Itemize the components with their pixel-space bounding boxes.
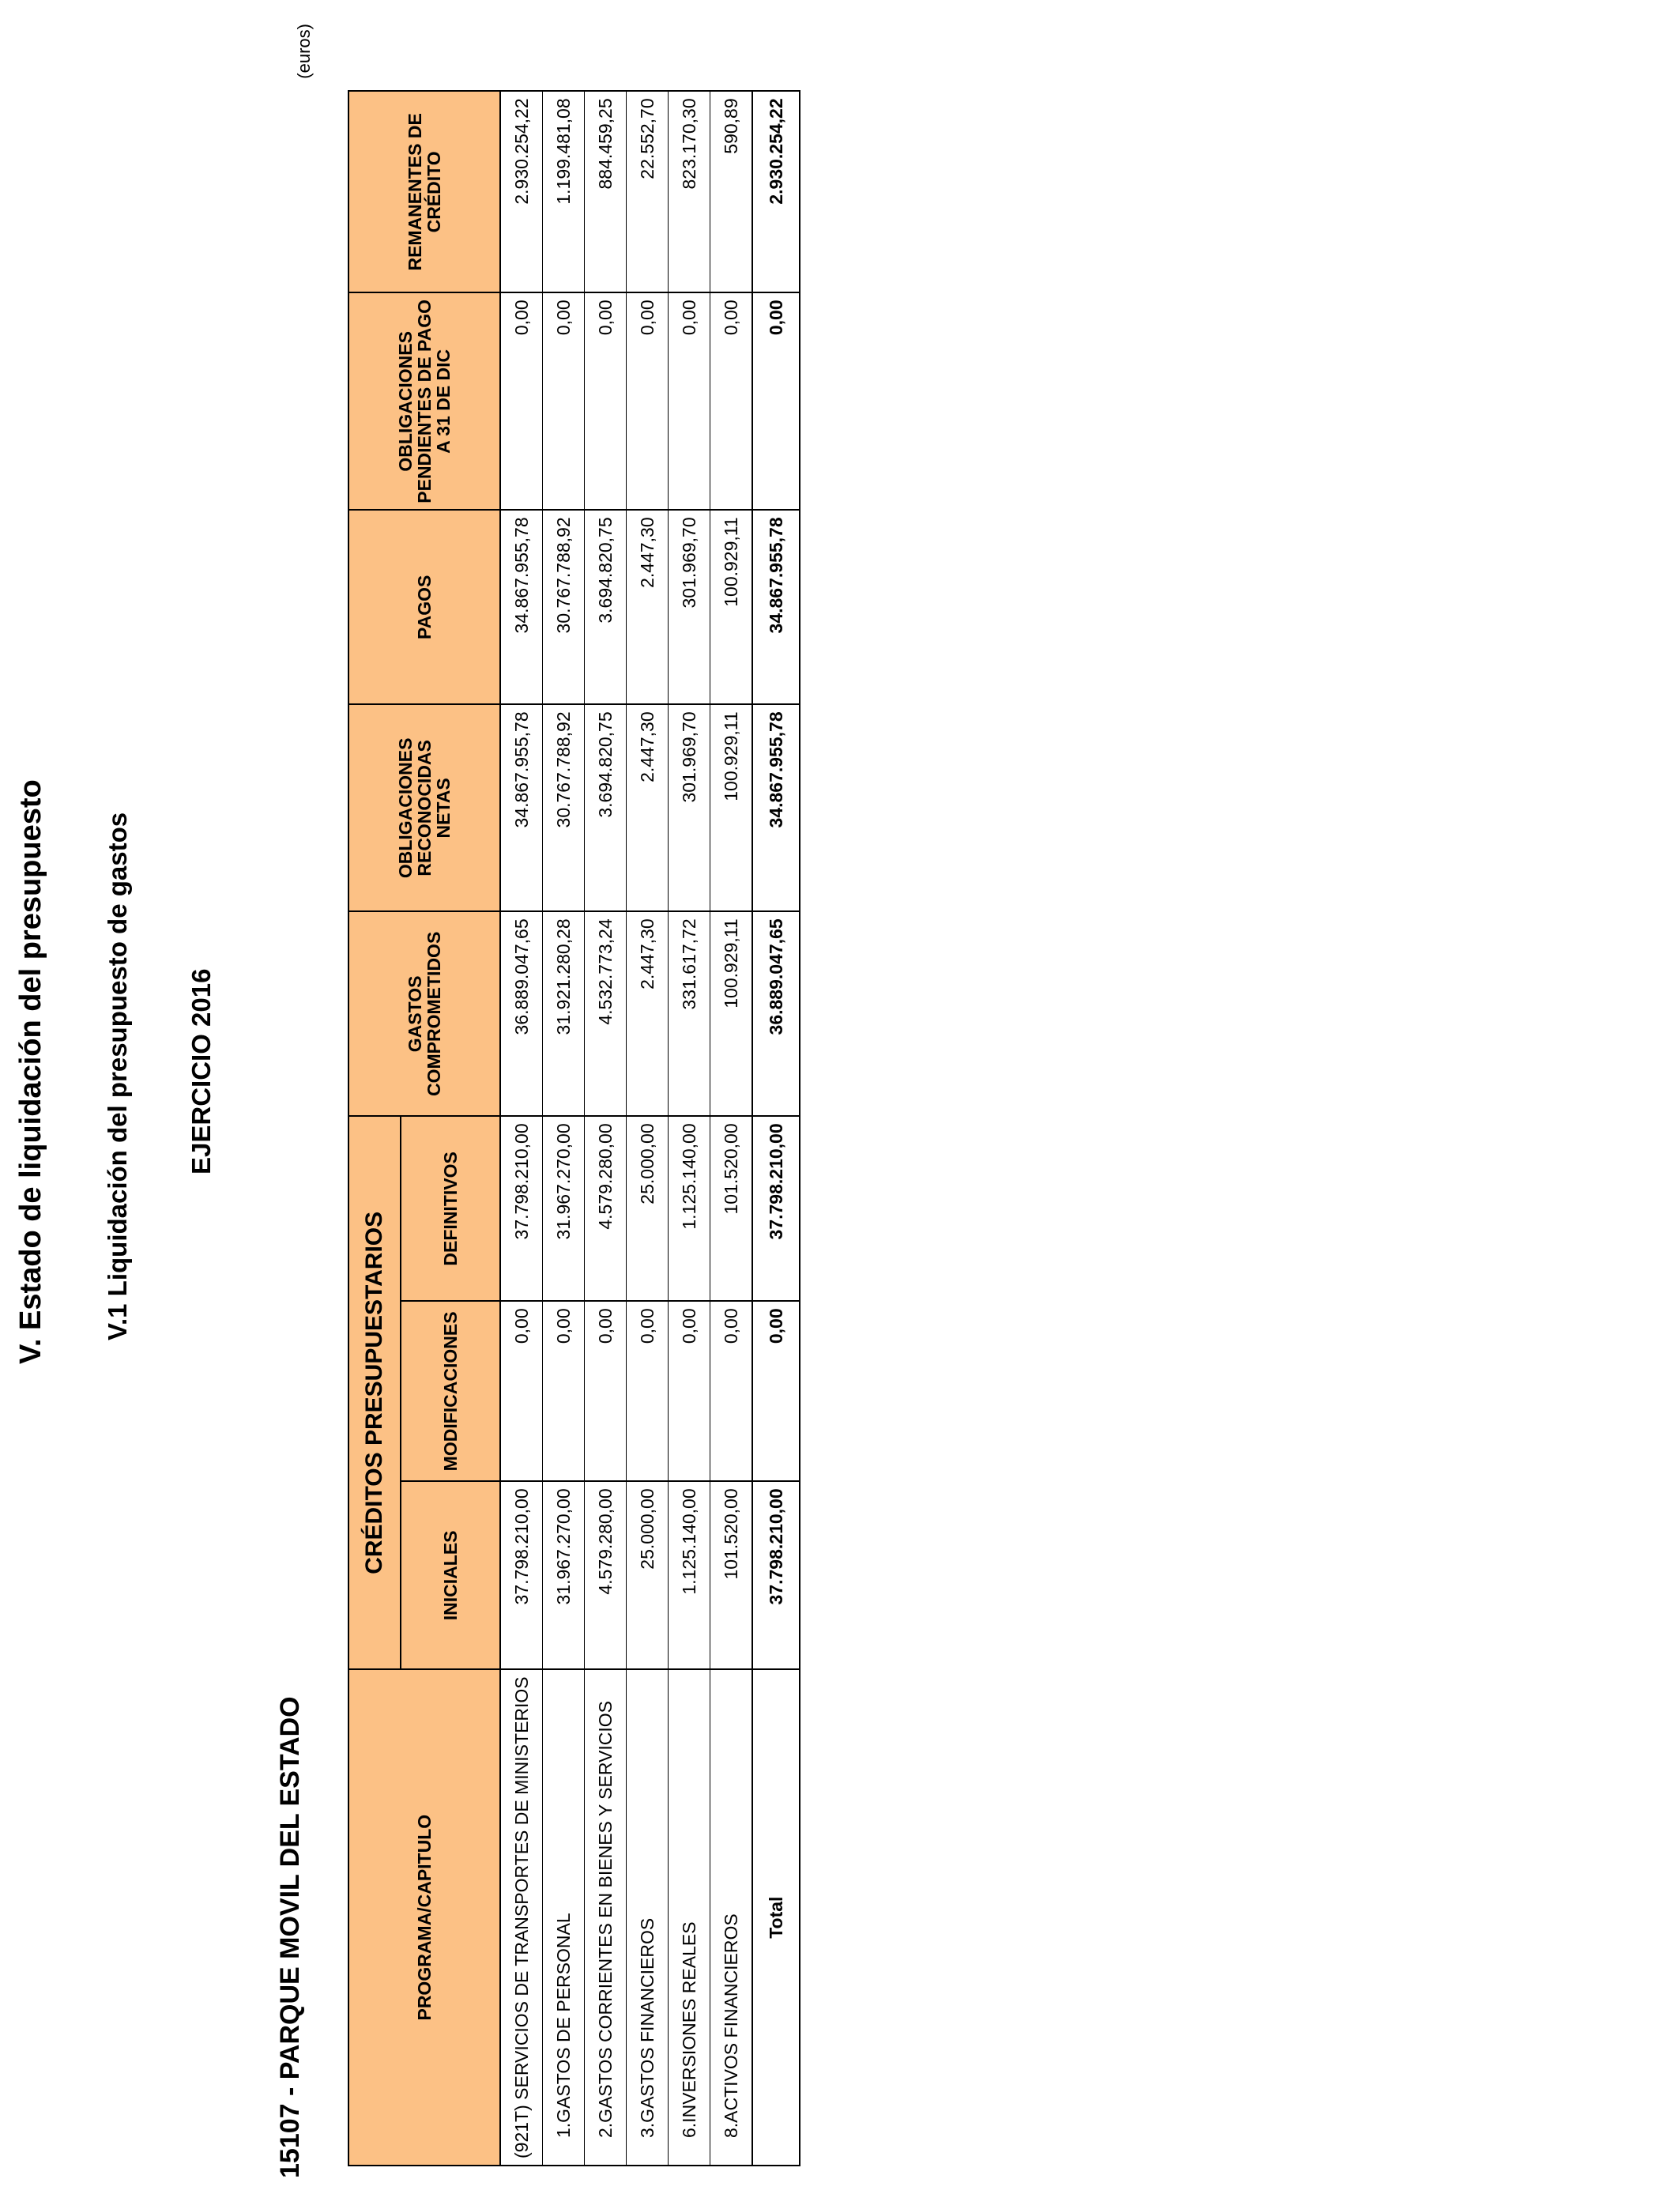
total-label: Total <box>752 1669 800 2166</box>
section-title: V. Estado de liquidación del presupuesto <box>14 779 47 1364</box>
group-header-creditos: CRÉDITOS PRESUPUESTARIOS <box>348 1116 401 1669</box>
cell-iniciales: 31.967.270,00 <box>543 1481 585 1669</box>
total-definitivos: 37.798.210,00 <box>752 1116 800 1301</box>
cell-modificaciones: 0,00 <box>500 1301 543 1481</box>
cell-pendientes: 0,00 <box>627 292 669 510</box>
cell-iniciales: 37.798.210,00 <box>500 1481 543 1669</box>
cell-remanentes: 823.170,30 <box>669 91 710 292</box>
cell-pendientes: 0,00 <box>500 292 543 510</box>
col-header-pendientes: OBLIGACIONES PENDIENTES DE PAGO A 31 DE DIC <box>348 292 500 510</box>
col-header-obligaciones: OBLIGACIONES RECONOCIDAS NETAS <box>348 704 500 911</box>
cell-obligaciones: 2.447,30 <box>627 704 669 911</box>
total-remanentes: 2.930.254,22 <box>752 91 800 292</box>
table-row <box>710 91 753 2166</box>
col-header-definitivos: DEFINITIVOS <box>401 1116 500 1301</box>
cell-pendientes: 0,00 <box>543 292 585 510</box>
cell-remanentes: 2.930.254,22 <box>500 91 543 292</box>
cell-obligaciones: 34.867.955,78 <box>500 704 543 911</box>
cell-definitivos: 1.125.140,00 <box>669 1116 710 1301</box>
entity-title: 15107 - PARQUE MOVIL DEL ESTADO <box>275 1696 305 2178</box>
total-pendientes: 0,00 <box>752 292 800 510</box>
cell-remanentes: 590,89 <box>710 91 753 292</box>
units-label: (euros) <box>294 24 314 79</box>
cell-obligaciones: 30.767.788,92 <box>543 704 585 911</box>
cell-definitivos: 37.798.210,00 <box>500 1116 543 1301</box>
cell-pagos: 30.767.788,92 <box>543 510 585 704</box>
cell-iniciales: 25.000,00 <box>627 1481 669 1669</box>
cell-pagos: 2.447,30 <box>627 510 669 704</box>
total-obligaciones: 34.867.955,78 <box>752 704 800 911</box>
cell-modificaciones: 0,00 <box>627 1301 669 1481</box>
col-header-modificaciones: MODIFICACIONES <box>401 1301 500 1481</box>
cell-modificaciones: 0,00 <box>585 1301 627 1481</box>
cell-modificaciones: 0,00 <box>669 1301 710 1481</box>
cell-comprometidos: 4.532.773,24 <box>585 911 627 1116</box>
budget-liquidation-table <box>348 90 800 2166</box>
cell-modificaciones: 0,00 <box>543 1301 585 1481</box>
cell-pagos: 34.867.955,78 <box>500 510 543 704</box>
cell-comprometidos: 36.889.047,65 <box>500 911 543 1116</box>
cell-modificaciones: 0,00 <box>710 1301 753 1481</box>
cell-definitivos: 4.579.280,00 <box>585 1116 627 1301</box>
cell-pagos: 100.929,11 <box>710 510 753 704</box>
cell-iniciales: 1.125.140,00 <box>669 1481 710 1669</box>
cell-comprometidos: 100.929,11 <box>710 911 753 1116</box>
subsection-title: V.1 Liquidación del presupuesto de gastos <box>103 812 132 1340</box>
cell-definitivos: 31.967.270,00 <box>543 1116 585 1301</box>
row-label: 3.GASTOS FINANCIEROS <box>627 1669 669 2166</box>
total-iniciales: 37.798.210,00 <box>752 1481 800 1669</box>
cell-iniciales: 101.520,00 <box>710 1481 753 1669</box>
cell-pendientes: 0,00 <box>669 292 710 510</box>
col-header-programa: PROGRAMA/CAPITULO <box>348 1669 500 2166</box>
cell-comprometidos: 31.921.280,28 <box>543 911 585 1116</box>
table-row <box>627 91 669 2166</box>
cell-definitivos: 101.520,00 <box>710 1116 753 1301</box>
cell-obligaciones: 100.929,11 <box>710 704 753 911</box>
row-label: 6.INVERSIONES REALES <box>669 1669 710 2166</box>
cell-pendientes: 0,00 <box>710 292 753 510</box>
row-label: 2.GASTOS CORRIENTES EN BIENES Y SERVICIOS <box>585 1669 627 2166</box>
row-label: 1.GASTOS DE PERSONAL <box>543 1669 585 2166</box>
table-row <box>543 91 585 2166</box>
cell-obligaciones: 301.969,70 <box>669 704 710 911</box>
total-comprometidos: 36.889.047,65 <box>752 911 800 1116</box>
table-total-row <box>752 91 800 2166</box>
table-row <box>500 91 543 2166</box>
col-header-iniciales: INICIALES <box>401 1481 500 1669</box>
fiscal-year-title: EJERCICIO 2016 <box>186 968 216 1174</box>
total-pagos: 34.867.955,78 <box>752 510 800 704</box>
total-modificaciones: 0,00 <box>752 1301 800 1481</box>
row-label: 8.ACTIVOS FINANCIEROS <box>710 1669 753 2166</box>
cell-pagos: 301.969,70 <box>669 510 710 704</box>
cell-iniciales: 4.579.280,00 <box>585 1481 627 1669</box>
cell-obligaciones: 3.694.820,75 <box>585 704 627 911</box>
table-row <box>669 91 710 2166</box>
row-label: (921T) SERVICIOS DE TRANSPORTES DE MINISTERIOS <box>500 1669 543 2166</box>
cell-pendientes: 0,00 <box>585 292 627 510</box>
cell-remanentes: 22.552,70 <box>627 91 669 292</box>
table-row <box>585 91 627 2166</box>
cell-remanentes: 884.459,25 <box>585 91 627 292</box>
cell-definitivos: 25.000,00 <box>627 1116 669 1301</box>
cell-pagos: 3.694.820,75 <box>585 510 627 704</box>
cell-comprometidos: 331.617,72 <box>669 911 710 1116</box>
cell-comprometidos: 2.447,30 <box>627 911 669 1116</box>
col-header-pagos: PAGOS <box>348 510 500 704</box>
col-header-comprometidos: GASTOS COMPROMETIDOS <box>348 911 500 1116</box>
col-header-remanentes: REMANENTES DE CRÉDITO <box>348 91 500 292</box>
cell-remanentes: 1.199.481,08 <box>543 91 585 292</box>
